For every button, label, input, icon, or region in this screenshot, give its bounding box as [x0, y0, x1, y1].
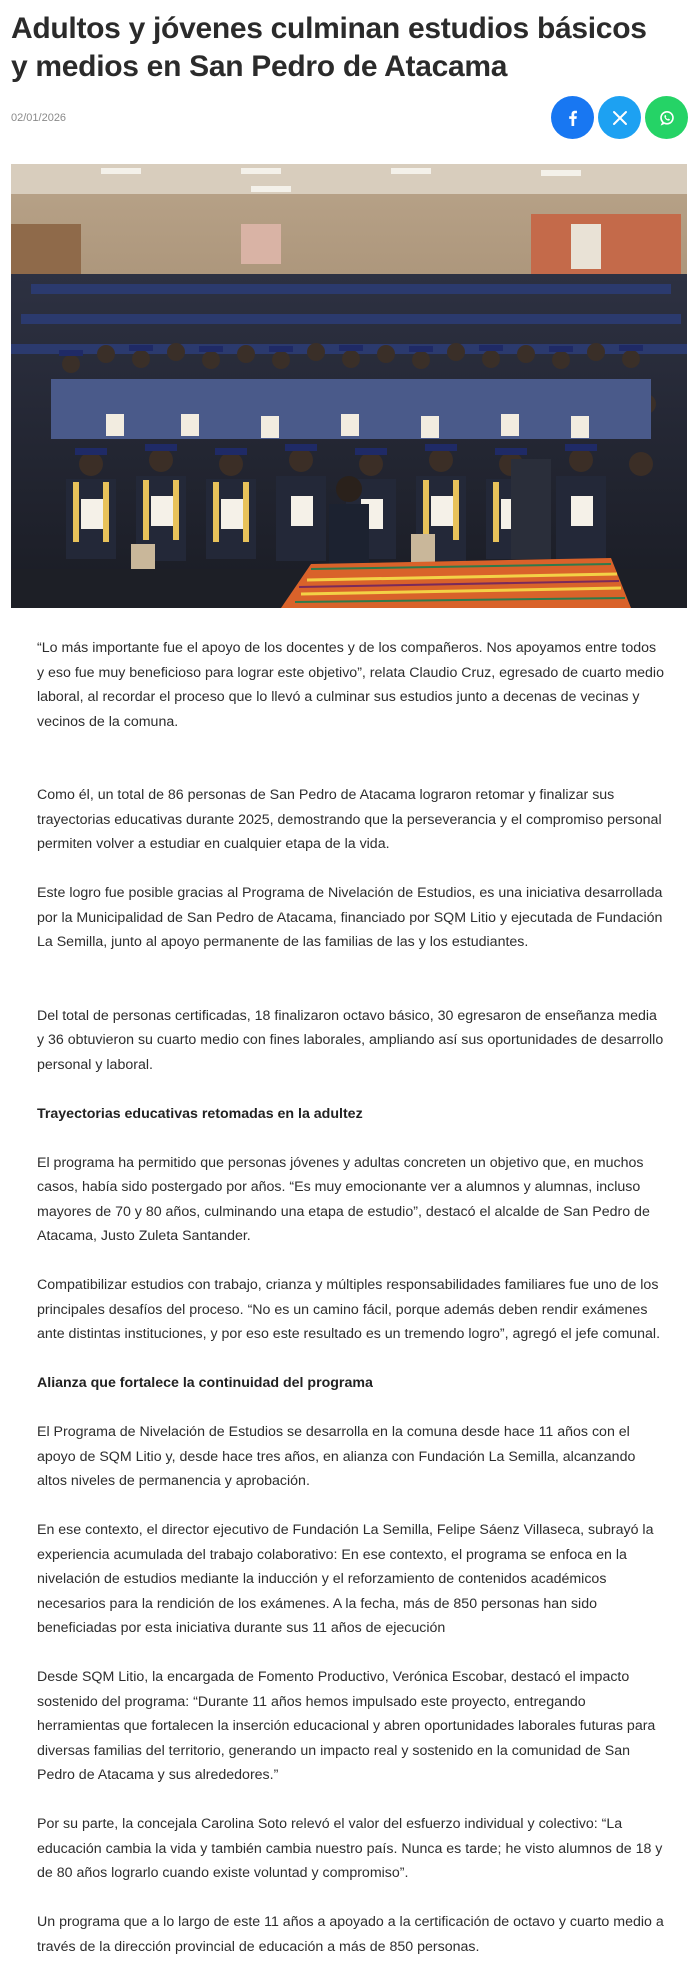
paragraph-7: El Programa de Nivelación de Estudios se desarrolla en la comuna desde hace 11 años con el apoyo de SQM Litio y, desde hace tres años, en alianza con Fundación La Semilla, alcanzando altos niveles de permanencia y aprobación.: [37, 1424, 636, 1489]
share-facebook-button[interactable]: [551, 96, 594, 139]
section-heading-2: Alianza que fortalece la continuidad del programa: [37, 1375, 373, 1391]
section-heading-1: Trayectorias educativas retomadas en la adultez: [37, 1105, 363, 1122]
paragraph-8: En ese contexto, el director ejecutivo de Fundación La Semilla, Felipe Sáenz Villaseca, subrayó la experiencia acumulada del trabajo colaborativo: En ese contexto, el programa se enfoca en la nivelación de estudios mediante la inducción y el reforzamiento de contenidos académicos necesarios para la rendición de los exámenes. A la fecha, más de 850 personas han sido beneficiadas por esta iniciativa durante sus 11 años de ejecución: [37, 1522, 654, 1636]
share-whatsapp-button[interactable]: [645, 96, 688, 139]
paragraph-1: “Lo más importante fue el apoyo de los docentes y de los compañeros. Nos apoyamos entre todos y eso fue muy beneficioso para lograr este objetivo”, relata Claudio Cruz, egresado de cuarto medio laboral, al recordar el proceso que lo llevó a culminar sus estudios junto a decenas de vecinas y vecinos de la comuna.: [37, 640, 664, 730]
paragraph-4: Del total de personas certificadas, 18 finalizaron octavo básico, 30 egresaron de enseñanza media y 36 obtuvieron su cuarto medio con fines laborales, ampliando así sus oportunidades de desarrollo personal y laboral.: [37, 1007, 664, 1073]
share-x-button[interactable]: [598, 96, 641, 139]
article-title: Adultos y jóvenes culminan estudios básicos y medios en San Pedro de Atacama: [11, 12, 647, 83]
whatsapp-icon: [659, 110, 675, 126]
hero-photo: [11, 164, 687, 608]
paragraph-3: Este logro fue posible gracias al Programa de Nivelación de Estudios, es una iniciativa desarrollada por la Municipalidad de San Pedro de Atacama, financiado por SQM Litio y ejecutada de Fundación La Semilla, junto al apoyo permanente de las familias de las y los estudiantes.: [37, 885, 663, 950]
paragraph-10: Por su parte, la concejala Carolina Soto relevó el valor del esfuerzo individual y colectivo: “La educación cambia la vida y también cambia nuestro país. Nunca es tarde; he visto alumnos de 18 y de 80 años lograrlo cuando existe voluntad y compromiso”.: [37, 1816, 663, 1881]
paragraph-2: Como él, un total de 86 personas de San Pedro de Atacama lograron retomar y finalizar sus trayectorias educativas durante 2025, demostrando que la perseverancia y el compromiso personal permiten volver a estudiar en cualquier etapa de la vida.: [37, 787, 662, 852]
article-body: [37, 636, 667, 1959]
facebook-icon: [565, 110, 581, 126]
paragraph-11: Un programa que a lo largo de este 11 años a apoyado a la certificación de octavo y cuarto medio a través de la dirección provincial de educación a más de 850 personas.: [37, 1914, 664, 1955]
paragraph-6: Compatibilizar estudios con trabajo, crianza y múltiples responsabilidades familiares fue uno de los principales desafíos del proceso. “No es un camino fácil, porque además deben rendir exámenes ante distintas instituciones, y por eso este resultado es un tremendo logro”, agregó el jefe comunal.: [37, 1277, 661, 1342]
article-date: 02/01/2026: [11, 112, 67, 124]
paragraph-5: El programa ha permitido que personas jóvenes y adultas concreten un objetivo que, en muchos casos, había sido postergado por años. “Es muy emocionante ver a alumnos y alumnas, incluso mayores de 70 y 80 años, culminando una etapa de estudio”, destacó el alcalde de San Pedro de Atacama, Justo Zuleta Santander.: [37, 1154, 650, 1244]
x-icon: [612, 110, 628, 126]
paragraph-9: Desde SQM Litio, la encargada de Fomento Productivo, Verónica Escobar, destacó el impacto sostenido del programa: “Durante 11 años hemos impulsado este proyecto, entregando herramientas que fortalecen la inserción educacional y abren oportunidades laborales futuras para diversas familias del territorio, generando un impacto real y sostenido en la comunidad de San Pedro de Atacama y sus alrededores.”: [37, 1669, 656, 1783]
